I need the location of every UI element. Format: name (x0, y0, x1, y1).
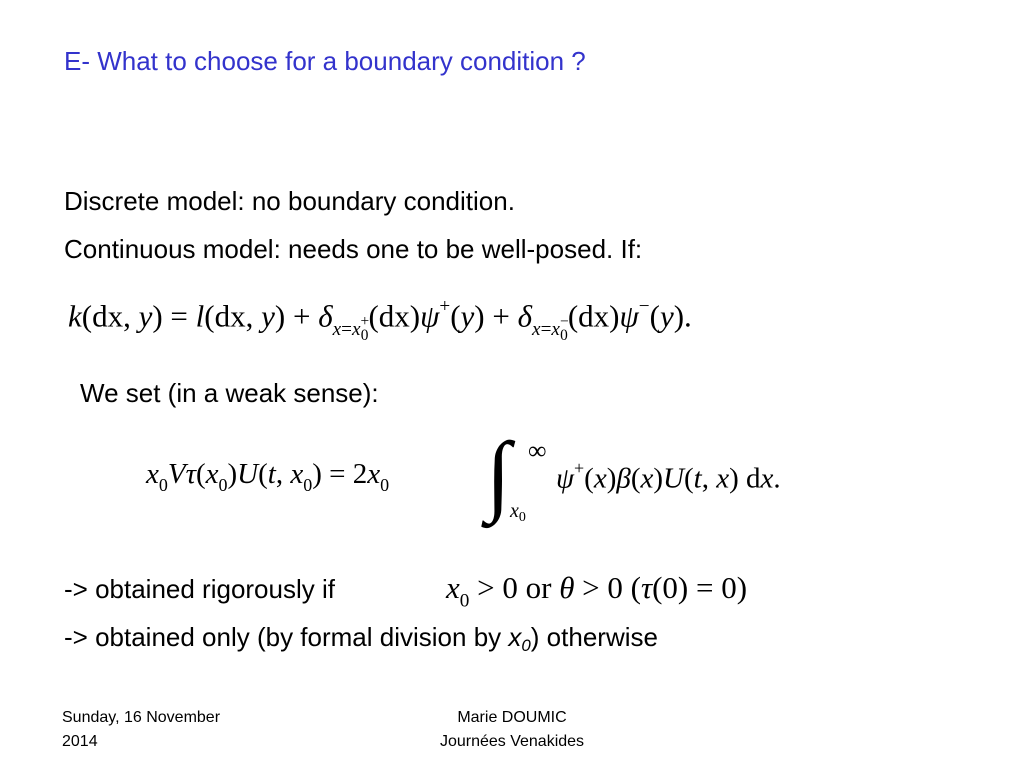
weak-sense-text: We set (in a weak sense): (80, 378, 379, 408)
eq2-x0a-sub: 0 (158, 475, 168, 496)
eq1-psi1: ψ (420, 298, 440, 334)
cond-gt1: > 0 or (469, 570, 560, 605)
cond-x0-sub: 0 (459, 590, 470, 612)
eq2-t2: t (693, 462, 702, 495)
eq1-psi2: ψ (619, 298, 639, 334)
discrete-model-text: Discrete model: no boundary condition. (64, 186, 515, 216)
eq1-y1: y (138, 298, 153, 334)
eq2-x3: x (716, 462, 730, 495)
eq1-a3: (dx, (204, 298, 262, 334)
eq2-x0a: x (146, 458, 159, 490)
eq2-p1: ( (195, 458, 206, 490)
weak-boundary-rhs (556, 458, 781, 495)
eq1-delta2: δ (517, 298, 533, 334)
slide-title: E- What to choose for a boundary condition ? (64, 46, 586, 76)
eq2-p5: ) = 2 (312, 458, 368, 490)
continuous-model-text: Continuous model: needs one to be well-posed. If: (64, 234, 643, 264)
otherwise-text (64, 622, 658, 656)
eq1-a8: (dx) (567, 298, 620, 334)
footer-author-event (412, 706, 612, 754)
eq1-delta1-subscript (332, 312, 370, 345)
eq2-lower-sub: 0 (518, 510, 526, 526)
eq1-delta1: δ (318, 298, 333, 334)
eq1-a10: ). (673, 298, 692, 334)
footer-date-line2: 2014 (62, 733, 98, 750)
eq1-delta2-subscript (532, 312, 569, 345)
footer-author: Marie DOUMIC (457, 709, 567, 726)
eq1-a2: ) = (152, 298, 196, 334)
eq1-a6: ( (450, 298, 461, 334)
eq2-psi: ψ (556, 462, 575, 495)
eq2-tau: τ (185, 458, 196, 490)
boundary-measure-equation (68, 296, 692, 345)
eq1-psi1-sup: + (439, 296, 451, 317)
eq1-sub1-eq: = (341, 319, 352, 341)
eq1-sub1-x: x (332, 319, 342, 341)
eq2-p10: ( (684, 462, 694, 495)
eq2-x0b-sub: 0 (218, 475, 228, 496)
rigorous-text: -> obtained rigorously if (64, 574, 335, 604)
cond-theta: θ (559, 570, 575, 605)
eq2-x1: x (593, 462, 607, 495)
eq2-U1: U (237, 458, 259, 490)
eq1-a7: ) + (474, 298, 518, 334)
eq1-k: k (68, 298, 82, 334)
eq1-sub2-x: x (532, 319, 541, 341)
integral-upper-limit: ∞ (528, 436, 547, 465)
eq1-l: l (195, 298, 205, 334)
eq2-t1: t (267, 458, 276, 490)
eq2-p6: ( (584, 462, 594, 495)
weak-boundary-lhs (146, 458, 389, 496)
eq1-y3: y (460, 298, 475, 334)
eq1-psi2-sup: − (638, 296, 650, 317)
eq2-x0c-sub: 0 (303, 475, 313, 496)
integral-sign: ∫ (486, 425, 511, 524)
eq2-lower-x: x (510, 500, 519, 522)
eq1-sub2-minus: − (559, 312, 569, 330)
eq2-beta: β (616, 462, 631, 495)
eq1-y2: y (261, 298, 275, 334)
eq2-p13: . (773, 462, 781, 495)
otherwise-var: x (508, 622, 522, 652)
footer-event: Journées Venakides (439, 733, 585, 750)
cond-rest: (0) = 0) (652, 570, 748, 605)
eq2-p3: ( (258, 458, 268, 490)
eq1-sub2-eq: = (540, 319, 552, 341)
otherwise-sub: 0 (521, 636, 531, 656)
footer-date-line1: Sunday, 16 November (62, 709, 221, 726)
cond-x0: x (446, 570, 460, 605)
eq1-sub1-plus: + (360, 312, 370, 330)
otherwise-suffix: ) otherwise (530, 622, 658, 652)
eq2-U2: U (663, 462, 684, 495)
eq2-p9: ) (653, 462, 664, 495)
eq1-y4: y (659, 298, 674, 334)
integral-lower-limit (510, 500, 526, 526)
cond-gt2: > 0 ( (574, 570, 641, 605)
eq2-p2: ) (227, 458, 238, 490)
eq1-sub1-zero: 0 (360, 327, 369, 345)
otherwise-prefix: -> obtained only (by formal division by (64, 622, 509, 652)
eq2-p8: ( (630, 462, 641, 495)
eq1-sub2-zero: 0 (560, 327, 568, 345)
eq2-x0d-sub: 0 (380, 475, 390, 496)
eq2-V: V (167, 458, 186, 490)
eq2-p4: , (275, 458, 291, 490)
eq2-p12: ) d (729, 462, 761, 495)
eq1-a5: (dx) (368, 298, 421, 334)
eq1-sub2-x0: x (551, 319, 560, 341)
cond-tau: τ (640, 570, 653, 605)
eq2-x0b: x (205, 458, 219, 490)
footer-date (62, 706, 220, 754)
eq2-x4: x (760, 462, 774, 495)
eq1-a1: (dx, (81, 298, 139, 334)
eq2-psi-sup: + (574, 458, 585, 478)
eq2-x0d: x (367, 458, 381, 490)
rigorous-condition (446, 570, 747, 613)
eq2-p11: , (701, 462, 717, 495)
eq1-a9: ( (649, 298, 660, 334)
eq2-x2: x (640, 462, 654, 495)
eq1-sub1-x0: x (352, 319, 361, 341)
eq1-a4: ) + (274, 298, 319, 334)
eq2-x0c: x (290, 458, 304, 490)
eq2-p7: ) (606, 462, 617, 495)
